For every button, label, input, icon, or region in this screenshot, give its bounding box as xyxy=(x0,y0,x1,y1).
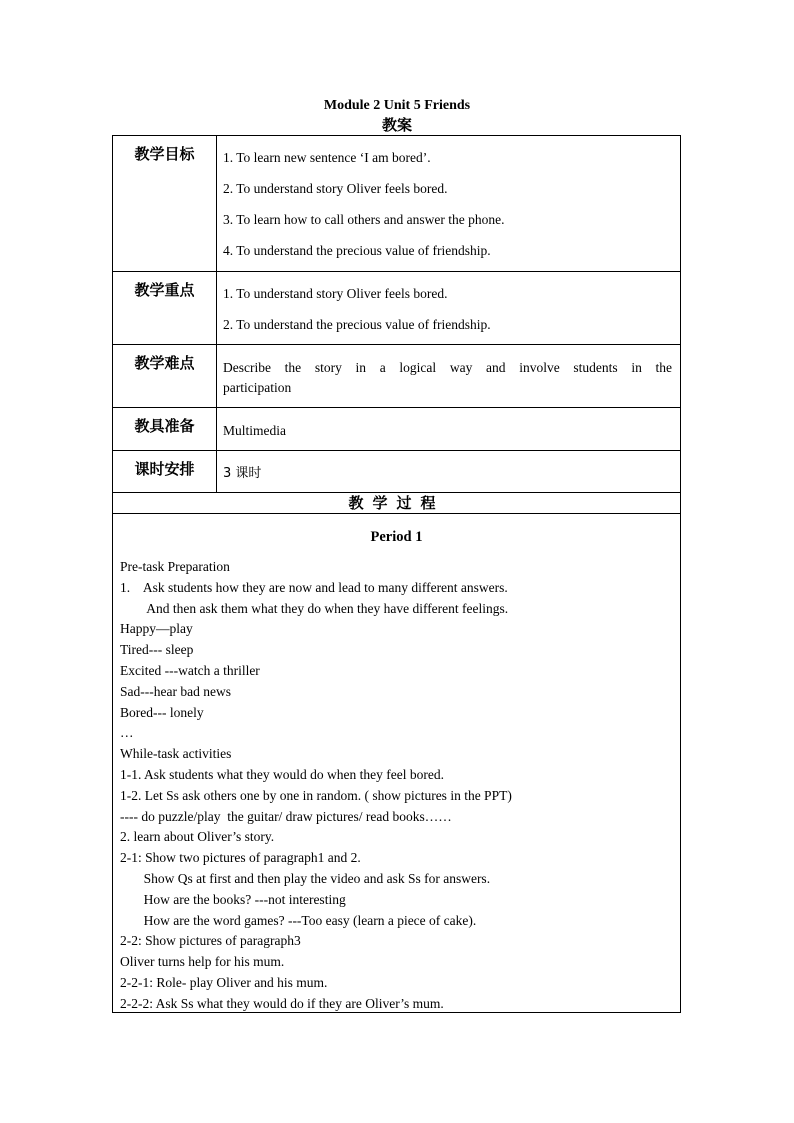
schedule-content: 3 课时 xyxy=(223,466,262,481)
process-line: Tired--- sleep xyxy=(120,642,194,658)
process-line: 1-1. Ask students what they would do when they feel bored. xyxy=(120,766,444,782)
process-line: 2-2-2: Ask Ss what they would do if they are Oliver’s mum. xyxy=(120,995,444,1011)
schedule-label: 课时安排 xyxy=(113,451,217,492)
lesson-plan-table xyxy=(112,135,681,1013)
objectives-row xyxy=(113,136,680,272)
period-title: Period 1 xyxy=(370,529,423,545)
process-line: Happy—play xyxy=(120,621,193,637)
schedule-row xyxy=(113,451,680,493)
objectives-content xyxy=(223,142,672,266)
key-point-item: 1. To understand story Oliver feels bored. xyxy=(223,286,448,301)
process-line: 1-2. Let Ss ask others one by one in random. ( show pictures in the PPT) xyxy=(120,787,512,803)
process-line: 2. learn about Oliver’s story. xyxy=(120,829,275,845)
objective-item: 1. To learn new sentence ‘I am bored’. xyxy=(223,150,431,165)
difficulties-label: 教学难点 xyxy=(113,345,217,407)
process-line: Show Qs at first and then play the video and ask Ss for answers. xyxy=(120,870,491,886)
process-line: Sad---hear bad news xyxy=(120,683,231,699)
process-line: Pre-task Preparation xyxy=(120,559,230,574)
process-line: How are the word games? ---Too easy (learn a piece of cake). xyxy=(120,912,477,928)
process-line: While-task activities xyxy=(120,746,232,762)
objective-item: 3. To learn how to call others and answer the phone. xyxy=(223,212,505,227)
materials-label: 教具准备 xyxy=(113,408,217,450)
process-line: Excited ---watch a thriller xyxy=(120,662,260,678)
difficulties-row xyxy=(113,345,680,408)
process-line: 2-1: Show two pictures of paragraph1 and 2. xyxy=(120,850,361,866)
process-line: … xyxy=(120,725,134,741)
difficulties-content: Describe the story in a logical way and involve students in the participation xyxy=(223,360,672,395)
process-line: How are the books? ---not interesting xyxy=(120,891,346,907)
document-subtitle: 教案 xyxy=(381,116,412,134)
materials-row xyxy=(113,408,680,451)
key-point-item: 2. To understand the precious value of friendship. xyxy=(223,317,491,332)
process-line: 2-2-1: Role- play Oliver and his mum. xyxy=(120,974,328,990)
process-body xyxy=(120,557,673,1015)
document-title: Module 2 Unit 5 Friends xyxy=(323,98,471,113)
key-points-label: 教学重点 xyxy=(113,272,217,344)
process-line: Oliver turns help for his mum. xyxy=(120,954,285,970)
process-line: ---- do puzzle/play the guitar/ draw pictures/ read books…… xyxy=(120,808,452,824)
objective-item: 4. To understand the precious value of friendship. xyxy=(223,243,491,258)
process-line: Bored--- lonely xyxy=(120,704,204,720)
process-header: 教学过程 xyxy=(113,493,680,514)
process-line: And then ask them what they do when they have different feelings. xyxy=(120,600,509,616)
key-points-content xyxy=(223,278,672,340)
process-line: 2-2: Show pictures of paragraph3 xyxy=(120,933,301,949)
key-points-row xyxy=(113,272,680,345)
objectives-label: 教学目标 xyxy=(113,136,217,271)
objective-item: 2. To understand story Oliver feels bored. xyxy=(223,181,448,196)
materials-content: Multimedia xyxy=(223,423,286,438)
process-line: 1. Ask students how they are now and lead to many different answers. xyxy=(120,579,508,595)
